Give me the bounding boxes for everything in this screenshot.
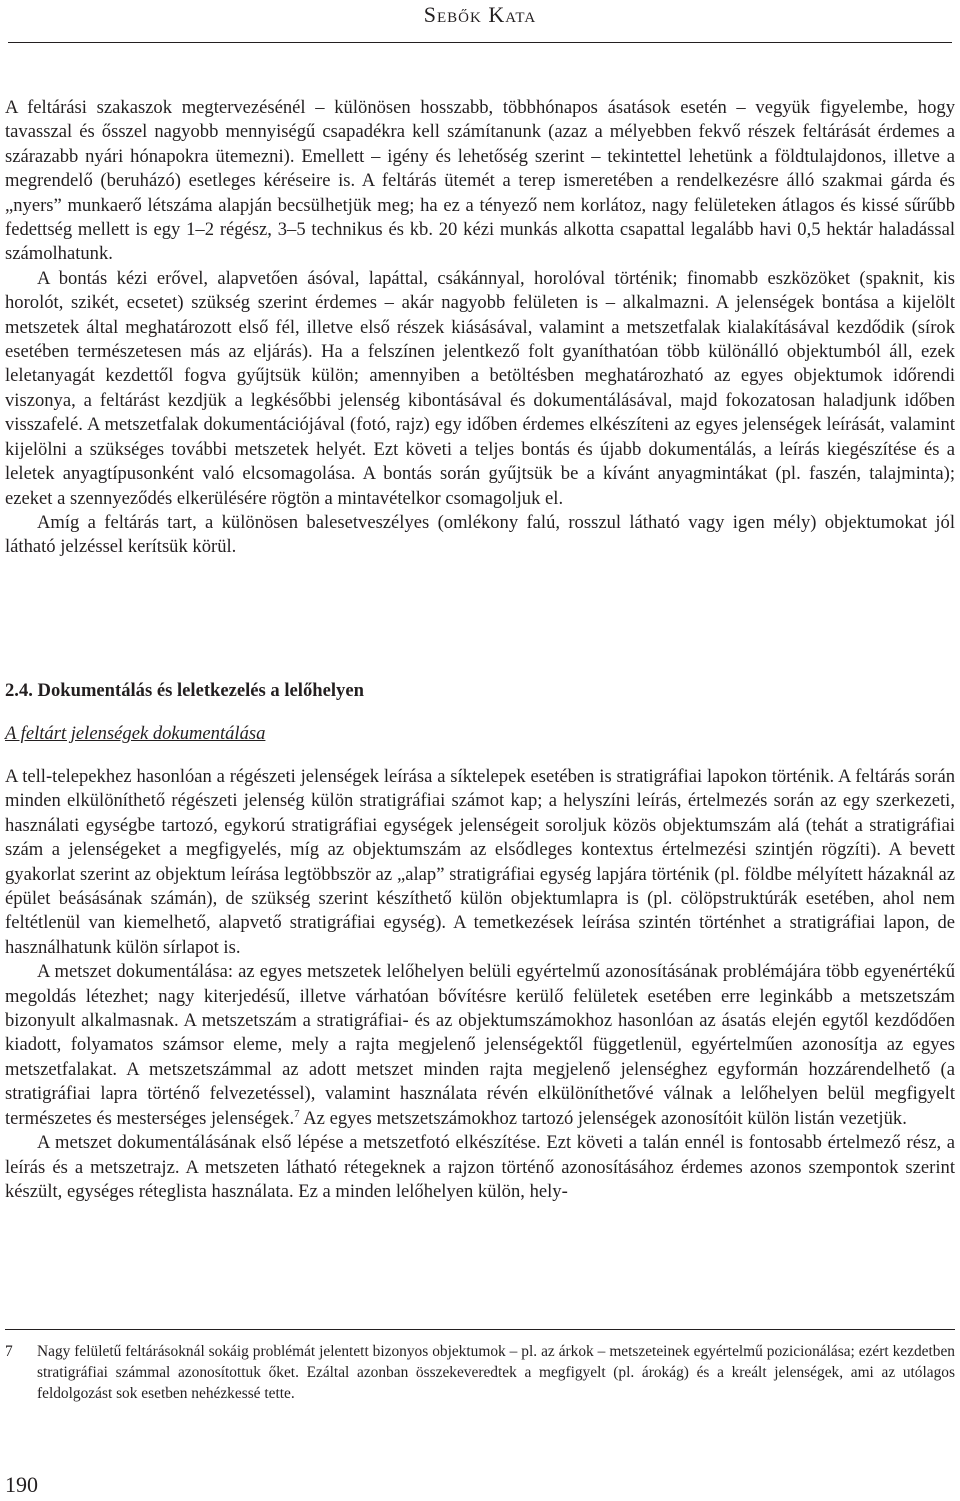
paragraph-6: A metszet dokumentálásának első lépése a metszetfotó elkészítése. Ezt követi a talán ennél is fontosabb értelmező rész, a leírás és a metszetrajz. A metszeten látható rétegeknek a rajzon történő azonosításához érdemes azonos szempontok szerint készült, egységes réteglista használata. Ez a minden lelőhelyen külön, hely-: [5, 1132, 955, 1202]
header-divider: [8, 42, 952, 43]
paragraph-2: A bontás kézi erővel, alapvetően ásóval, lapáttal, csákánnyal, horolóval történik; finomabb eszközöket (spaknit, kis horolót, szikét, ecsetet) szükség szerint érdemes – akár nagyobb felületen is – alkalmazni. A jelenségek bontása a kijelölt metszetek által meghatározott első fél, illetve első részek kiásásával, valamint a metszetfalak kialakításával kezdődik (sírok esetében természetesen más az eljárás). Ha a felszínen jelentkező folt gyaníthatóan több különálló objektumból áll, ezek leletanyagát kezdettől fogva gyűjtsük külön; amennyiben a betöltésben meghatározható az egyes objektumok időrendi viszonya, a feltárást kezdjük a legkésőbbi jelenség kibontásával és dokumentálásával, majd fokozatosan haladjunk időben visszafelé. A metszetfalak dokumentációjával (fotó, rajz) egy időben érdemes elkészíteni az egyes jelenségek leírását, valamint kijelölni a szükséges további metszetek helyét. Ezt követi a teljes bontás és újabb dokumentálás, a leírás kiegészítése és a leletek anyagtípusonként való elcsomagolása. A bontás során gyűjtsük be a kívánt anyagmintákat (pl. faszén, talajminta); ezeket a szennyeződés elkerülésére rögtön a mintavételkor csomagoljuk el.: [5, 267, 955, 509]
footnote-divider: [5, 1329, 955, 1330]
paragraph-4: A tell-telepekhez hasonlóan a régészeti jelenségek leírása a síktelepek esetében is stratigráfiai lapokon történik. A feltárás során minden elkülöníthető régészeti jelenség külön stratigráfiai számot kap; a helyszíni leírás, értelmezés során az egy szerkezeti, használati egységbe tartozó, egykorú stratigráfiai egységek jelenségeit soroljuk közös objektumszám alá (tehát a stratigráfiai szám a jelenségeket a megfigyelés, míg az objektumszám az elsődleges kontextus értelmezési szintjén rögzíti). A bevett gyakorlat szerint az objektum leírása legtöbbször az „alap” stratigráfiai egység lapjára történik (pl. földbe mélyített házaknál az épület beásásának számán), de szükség szerint készíthető külön objektumlapra is (pl. cölöpstruktúrák esetében, ahol nem feltétlenül van kiemelhető, alapvető stratigráfiai egység). A temetkezések leírása szintén történhet a stratigráfiai lapon, de használhatunk külön sírlapot is.: [5, 766, 955, 958]
running-header-author: Sebők Kata: [423, 2, 537, 27]
body-text-block-2: [5, 765, 955, 1204]
section-subheading: A feltárt jelenségek dokumentálása: [5, 723, 266, 744]
section-heading: 2.4. Dokumentálás és leletkezelés a lelőhelyen: [5, 680, 364, 701]
paragraph-5-text: A metszet dokumentálása: az egyes metszetek lelőhelyen belüli egyértelmű azonosításának problémájára több egyenértékű megoldás létezhet; nagy kiterjedésű, illetve várhatóan bővítésre kerülő felületek esetében erre leginkább a metszetszám bizonyult alkalmasnak. A metszetszám a stratigráfiai- és az objektumszámokhoz hasonlóan az ásatás elején egytől kezdődően kiadott, folyamatos számsor eleme, mely a rajta megjelenő jelenségektől függetlenül, egyértelműen azonosítja az egyes metszetfalakat. A metszetszámmal az adott metszet minden rajta megjelenő jelenséghez egyformán hozzárendelhető (a stratigráfiai lapra történő felvezetéssel), valamint használata révén elkülöníthetővé válnak a lelőhelyen belül megfigyelt természetes és mesterséges jelenségek.: [5, 961, 955, 1129]
paragraph-3: Amíg a feltárás tart, a különösen balesetveszélyes (omlékony falú, rosszul látható vagy igen mély) objektumokat jól látható jelzéssel kerítsük körül.: [5, 511, 955, 558]
footnote-text: Nagy felületű feltárásoknál sokáig problémát jelentett bizonyos objektumok – pl. az árkok – metszeteinek egyértelmű pozicionálása; ezért kezdetben stratigráfiai számmal azonosítottuk őket. Ezáltal azonban összekeveredtek a megfigyelt (pl. árokág) és a kreált jelenségek, ami az utólagos feldolgozást sok esetben nehézkessé tette.: [37, 1343, 955, 1402]
page-number: 190: [5, 1472, 38, 1497]
paragraph-5: [5, 960, 955, 1131]
footnote: [5, 1342, 955, 1404]
paragraph-1: A feltárási szakaszok megtervezésénél – különösen hosszabb, többhónapos ásatások esetén – vegyük figyelembe, hogy tavasszal és ősszel nagyobb mennyiségű csapadékra kell számítanunk (azaz a mélyebben fekvő részek feltárását érdemes a szárazabb nyári hónapokra ütemezni). Emellett – igény és lehetőség szerint – tekintettel lehetünk a földtulajdonos, illetve a megrendelő (beruházó) esetleges kéréseire is. A feltárás ütemét a terep ismeretében a rendelkezésre álló szakmai gárda és „nyers” munkaerő létszáma alapján becsülhetjük meg; ha ez a tényező nem korlátoz, nagy felületeken átlagos és kissé sűrűbb fedettség mellett is egy 1–2 régész, 3–5 technikus és kb. 20 kézi munkás alkotta csapattal legalább havi 0,5 hektár haladással számolhatunk.: [5, 97, 955, 265]
footnote-reference[interactable]: 7: [294, 1107, 300, 1120]
footnote-number: 7: [5, 1343, 13, 1360]
paragraph-5-tail: Az egyes metszetszámokhoz tartozó jelenségek azonosítóit külön listán vezetjük.: [303, 1107, 907, 1129]
body-text-block-1: [5, 96, 955, 560]
